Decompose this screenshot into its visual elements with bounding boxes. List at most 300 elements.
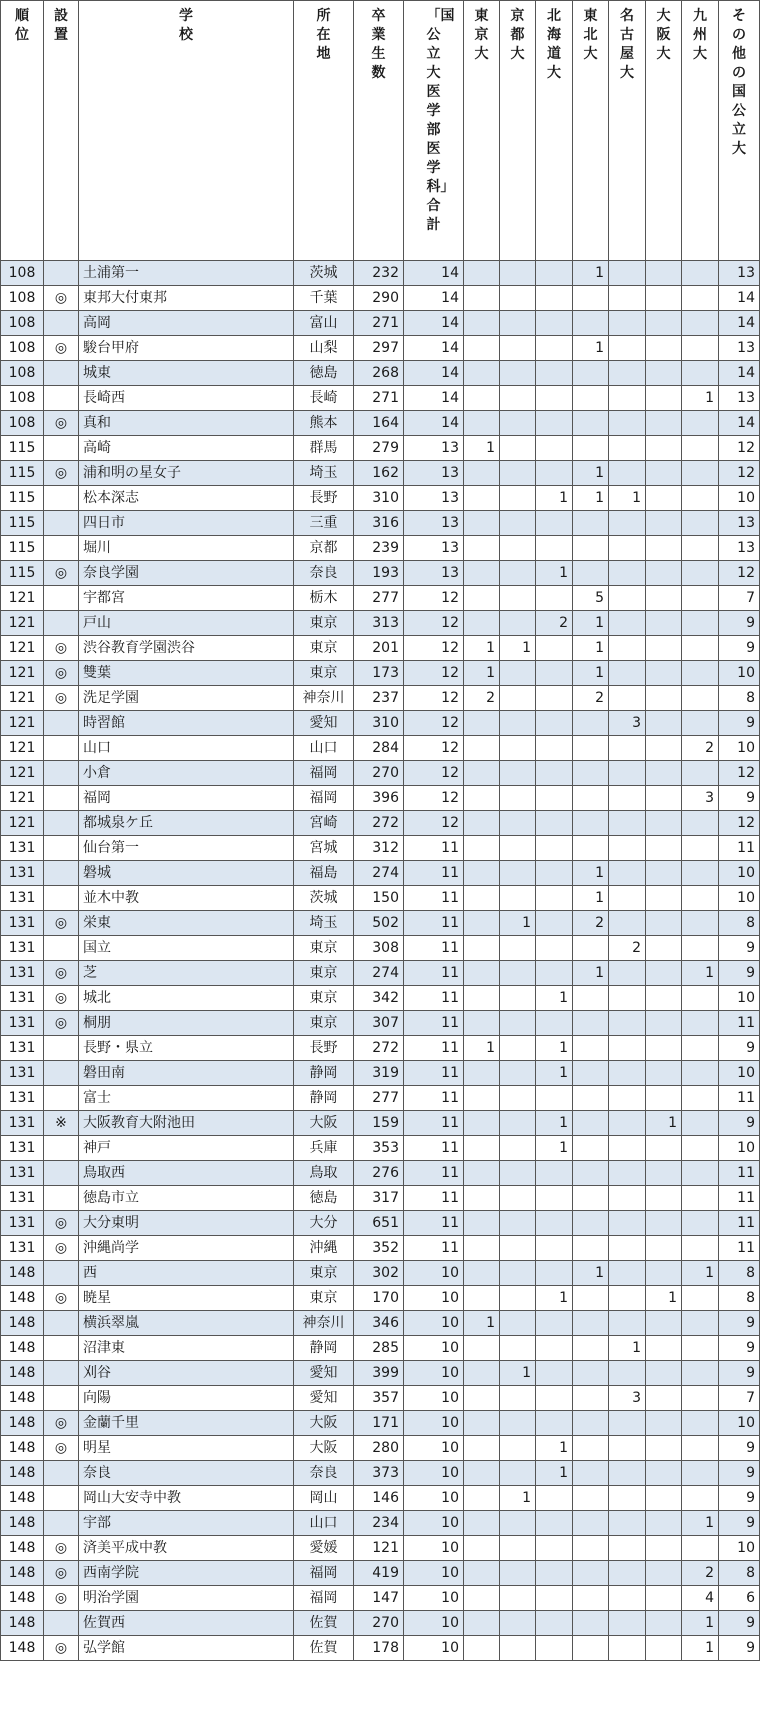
kyushu-cell	[682, 761, 719, 786]
tokyo-cell	[464, 961, 500, 986]
rank-cell: 115	[1, 511, 44, 536]
school-cell: 佐賀西	[79, 1611, 294, 1636]
medical-total-cell: 11	[404, 1111, 464, 1136]
rank-cell: 148	[1, 1361, 44, 1386]
medical-total-cell: 12	[404, 586, 464, 611]
tokyo-cell	[464, 1011, 500, 1036]
kyoto-cell	[500, 961, 536, 986]
osaka-cell	[646, 936, 682, 961]
graduates-cell: 317	[354, 1186, 404, 1211]
location-cell: 岡山	[294, 1486, 354, 1511]
nagoya-cell	[609, 561, 646, 586]
osaka-cell	[646, 886, 682, 911]
table-row	[1, 661, 760, 686]
other-cell: 12	[719, 436, 760, 461]
kyushu-cell	[682, 986, 719, 1011]
osaka-cell	[646, 1586, 682, 1611]
location-cell: 徳島	[294, 361, 354, 386]
rank-cell: 131	[1, 911, 44, 936]
hokkaido-cell	[536, 961, 573, 986]
osaka-cell	[646, 486, 682, 511]
tohoku-cell	[573, 1386, 609, 1411]
location-cell: 東京	[294, 961, 354, 986]
kyushu-cell: 1	[682, 1636, 719, 1661]
other-cell: 9	[719, 961, 760, 986]
medical-total-cell: 10	[404, 1311, 464, 1336]
other-cell: 13	[719, 536, 760, 561]
rank-cell: 131	[1, 1036, 44, 1061]
hokkaido-cell	[536, 1511, 573, 1536]
tohoku-cell	[573, 1211, 609, 1236]
kyushu-cell	[682, 1386, 719, 1411]
type-cell: ◎	[44, 1636, 79, 1661]
table-row	[1, 1311, 760, 1336]
location-cell: 熊本	[294, 411, 354, 436]
type-cell	[44, 1361, 79, 1386]
kyoto-cell	[500, 461, 536, 486]
tokyo-cell	[464, 311, 500, 336]
other-cell: 10	[719, 1061, 760, 1086]
hokkaido-cell	[536, 661, 573, 686]
type-cell	[44, 1061, 79, 1086]
school-cell: 奈良学園	[79, 561, 294, 586]
rank-cell: 108	[1, 311, 44, 336]
kyoto-cell	[500, 986, 536, 1011]
other-cell: 10	[719, 486, 760, 511]
kyoto-cell	[500, 261, 536, 286]
rank-cell: 121	[1, 586, 44, 611]
type-cell: ◎	[44, 661, 79, 686]
table-row	[1, 336, 760, 361]
hokkaido-cell: 1	[536, 1436, 573, 1461]
kyoto-cell	[500, 1136, 536, 1161]
graduates-cell: 346	[354, 1311, 404, 1336]
table-row	[1, 786, 760, 811]
kyushu-cell	[682, 261, 719, 286]
kyoto-cell: 1	[500, 1486, 536, 1511]
rank-cell: 148	[1, 1436, 44, 1461]
tohoku-cell	[573, 386, 609, 411]
tokyo-cell	[464, 1561, 500, 1586]
graduates-cell: 302	[354, 1261, 404, 1286]
kyushu-cell	[682, 511, 719, 536]
table-row	[1, 536, 760, 561]
kyoto-cell	[500, 1061, 536, 1086]
nagoya-cell	[609, 761, 646, 786]
tokyo-cell: 1	[464, 1311, 500, 1336]
other-cell: 13	[719, 511, 760, 536]
tokyo-cell	[464, 461, 500, 486]
school-cell: 松本深志	[79, 486, 294, 511]
rank-cell: 121	[1, 636, 44, 661]
medical-total-cell: 10	[404, 1561, 464, 1586]
kyoto-cell	[500, 1211, 536, 1236]
header-medical-total: 「国公立大医学部医学科」合計	[404, 1, 464, 261]
osaka-cell	[646, 836, 682, 861]
tokyo-cell	[464, 586, 500, 611]
rank-cell: 131	[1, 936, 44, 961]
hokkaido-cell	[536, 261, 573, 286]
location-cell: 福岡	[294, 1561, 354, 1586]
type-cell	[44, 1486, 79, 1511]
rank-cell: 131	[1, 886, 44, 911]
tohoku-cell	[573, 986, 609, 1011]
medical-total-cell: 14	[404, 411, 464, 436]
location-cell: 奈良	[294, 1461, 354, 1486]
tohoku-cell	[573, 1186, 609, 1211]
osaka-cell	[646, 311, 682, 336]
school-cell: 山口	[79, 736, 294, 761]
location-cell: 兵庫	[294, 1136, 354, 1161]
nagoya-cell	[609, 1361, 646, 1386]
location-cell: 山口	[294, 1511, 354, 1536]
osaka-cell	[646, 786, 682, 811]
osaka-cell	[646, 561, 682, 586]
osaka-cell	[646, 1386, 682, 1411]
graduates-cell: 271	[354, 311, 404, 336]
graduates-cell: 310	[354, 486, 404, 511]
other-cell: 9	[719, 611, 760, 636]
kyushu-cell: 1	[682, 1261, 719, 1286]
school-cell: 金蘭千里	[79, 1411, 294, 1436]
kyushu-cell	[682, 436, 719, 461]
osaka-cell	[646, 1186, 682, 1211]
hokkaido-cell: 1	[536, 1061, 573, 1086]
hokkaido-cell	[536, 286, 573, 311]
rank-cell: 148	[1, 1261, 44, 1286]
graduates-cell: 201	[354, 636, 404, 661]
type-cell: ◎	[44, 686, 79, 711]
hokkaido-cell	[536, 411, 573, 436]
medical-total-cell: 11	[404, 1061, 464, 1086]
graduates-cell: 342	[354, 986, 404, 1011]
nagoya-cell	[609, 786, 646, 811]
other-cell: 9	[719, 936, 760, 961]
table-row	[1, 1336, 760, 1361]
school-cell: 東邦大付東邦	[79, 286, 294, 311]
graduates-cell: 313	[354, 611, 404, 636]
tohoku-cell	[573, 1636, 609, 1661]
osaka-cell	[646, 511, 682, 536]
medical-total-cell: 10	[404, 1611, 464, 1636]
osaka-cell	[646, 1436, 682, 1461]
kyoto-cell	[500, 1236, 536, 1261]
rank-cell: 115	[1, 436, 44, 461]
school-cell: 向陽	[79, 1386, 294, 1411]
table-row	[1, 986, 760, 1011]
table-row	[1, 1211, 760, 1236]
medical-total-cell: 11	[404, 936, 464, 961]
kyoto-cell	[500, 836, 536, 861]
type-cell	[44, 1336, 79, 1361]
location-cell: 埼玉	[294, 911, 354, 936]
school-cell: 栄東	[79, 911, 294, 936]
medical-total-cell: 11	[404, 911, 464, 936]
rank-cell: 121	[1, 686, 44, 711]
medical-total-cell: 14	[404, 311, 464, 336]
osaka-cell	[646, 1611, 682, 1636]
school-cell: 暁星	[79, 1286, 294, 1311]
table-row	[1, 1511, 760, 1536]
table-row	[1, 1611, 760, 1636]
type-cell	[44, 936, 79, 961]
rank-cell: 131	[1, 1086, 44, 1111]
type-cell	[44, 736, 79, 761]
nagoya-cell	[609, 1061, 646, 1086]
medical-total-cell: 13	[404, 561, 464, 586]
kyushu-cell	[682, 1461, 719, 1486]
other-cell: 14	[719, 361, 760, 386]
osaka-cell	[646, 536, 682, 561]
rank-cell: 131	[1, 1061, 44, 1086]
table-row	[1, 1586, 760, 1611]
type-cell: ◎	[44, 1211, 79, 1236]
hokkaido-cell: 1	[536, 1461, 573, 1486]
nagoya-cell	[609, 611, 646, 636]
header-hokkaido: 北海道大	[536, 1, 573, 261]
tohoku-cell	[573, 536, 609, 561]
type-cell: ◎	[44, 1536, 79, 1561]
location-cell: 長野	[294, 1036, 354, 1061]
medical-total-cell: 13	[404, 436, 464, 461]
rank-cell: 131	[1, 986, 44, 1011]
graduates-cell: 396	[354, 786, 404, 811]
hokkaido-cell	[536, 511, 573, 536]
nagoya-cell	[609, 1086, 646, 1111]
nagoya-cell	[609, 1236, 646, 1261]
hokkaido-cell	[536, 386, 573, 411]
osaka-cell	[646, 1511, 682, 1536]
rank-cell: 108	[1, 286, 44, 311]
type-cell	[44, 836, 79, 861]
rank-cell: 148	[1, 1286, 44, 1311]
other-cell: 8	[719, 1561, 760, 1586]
hokkaido-cell: 1	[536, 561, 573, 586]
school-cell: 奈良	[79, 1461, 294, 1486]
kyushu-cell	[682, 711, 719, 736]
school-cell: 並木中教	[79, 886, 294, 911]
table-row	[1, 386, 760, 411]
hokkaido-cell	[536, 1311, 573, 1336]
other-cell: 9	[719, 1036, 760, 1061]
school-cell: 明星	[79, 1436, 294, 1461]
medical-total-cell: 10	[404, 1511, 464, 1536]
tohoku-cell	[573, 811, 609, 836]
tokyo-cell: 1	[464, 1036, 500, 1061]
tohoku-cell	[573, 1036, 609, 1061]
location-cell: 沖縄	[294, 1236, 354, 1261]
tohoku-cell	[573, 311, 609, 336]
graduates-cell: 164	[354, 411, 404, 436]
osaka-cell	[646, 1161, 682, 1186]
tokyo-cell	[464, 611, 500, 636]
osaka-cell	[646, 1536, 682, 1561]
medical-total-cell: 10	[404, 1586, 464, 1611]
type-cell: ◎	[44, 1236, 79, 1261]
kyushu-cell: 1	[682, 386, 719, 411]
school-cell: 四日市	[79, 511, 294, 536]
school-cell: 仙台第一	[79, 836, 294, 861]
location-cell: 愛知	[294, 711, 354, 736]
graduates-cell: 193	[354, 561, 404, 586]
nagoya-cell	[609, 386, 646, 411]
kyushu-cell	[682, 886, 719, 911]
other-cell: 10	[719, 861, 760, 886]
hokkaido-cell: 1	[536, 986, 573, 1011]
tohoku-cell: 1	[573, 861, 609, 886]
table-row	[1, 1461, 760, 1486]
table-row	[1, 636, 760, 661]
table-row	[1, 1136, 760, 1161]
kyoto-cell	[500, 1536, 536, 1561]
nagoya-cell	[609, 1636, 646, 1661]
school-cell: 宇部	[79, 1511, 294, 1536]
tohoku-cell	[573, 711, 609, 736]
tohoku-cell	[573, 411, 609, 436]
other-cell: 11	[719, 1011, 760, 1036]
table-row	[1, 461, 760, 486]
rank-cell: 115	[1, 461, 44, 486]
nagoya-cell	[609, 1161, 646, 1186]
tohoku-cell	[573, 361, 609, 386]
tohoku-cell	[573, 1586, 609, 1611]
location-cell: 奈良	[294, 561, 354, 586]
nagoya-cell	[609, 886, 646, 911]
table-row	[1, 561, 760, 586]
tokyo-cell	[464, 1336, 500, 1361]
location-cell: 福岡	[294, 1586, 354, 1611]
rank-cell: 131	[1, 961, 44, 986]
osaka-cell	[646, 861, 682, 886]
location-cell: 神奈川	[294, 686, 354, 711]
graduates-cell: 270	[354, 1611, 404, 1636]
table-row	[1, 261, 760, 286]
type-cell	[44, 1036, 79, 1061]
location-cell: 長野	[294, 486, 354, 511]
nagoya-cell	[609, 1486, 646, 1511]
kyoto-cell	[500, 711, 536, 736]
location-cell: 栃木	[294, 586, 354, 611]
graduates-cell: 274	[354, 861, 404, 886]
type-cell	[44, 761, 79, 786]
hokkaido-cell: 1	[536, 1286, 573, 1311]
tohoku-cell	[573, 1536, 609, 1561]
tokyo-cell	[464, 511, 500, 536]
header-tokyo: 東京大	[464, 1, 500, 261]
rank-cell: 131	[1, 1011, 44, 1036]
table-row	[1, 511, 760, 536]
school-cell: 富士	[79, 1086, 294, 1111]
location-cell: 大阪	[294, 1411, 354, 1436]
kyushu-cell	[682, 1086, 719, 1111]
kyushu-cell	[682, 1286, 719, 1311]
tokyo-cell	[464, 1136, 500, 1161]
rank-cell: 115	[1, 561, 44, 586]
type-cell: ◎	[44, 1586, 79, 1611]
hokkaido-cell	[536, 1186, 573, 1211]
graduates-cell: 284	[354, 736, 404, 761]
medical-total-cell: 10	[404, 1636, 464, 1661]
school-cell: 城東	[79, 361, 294, 386]
tohoku-cell	[573, 786, 609, 811]
medical-total-cell: 12	[404, 611, 464, 636]
kyushu-cell	[682, 561, 719, 586]
hokkaido-cell	[536, 736, 573, 761]
rank-cell: 108	[1, 261, 44, 286]
tohoku-cell	[573, 1411, 609, 1436]
hokkaido-cell	[536, 1411, 573, 1436]
nagoya-cell	[609, 861, 646, 886]
location-cell: 東京	[294, 661, 354, 686]
tokyo-cell	[464, 1411, 500, 1436]
osaka-cell	[646, 1086, 682, 1111]
type-cell	[44, 1086, 79, 1111]
kyoto-cell	[500, 1561, 536, 1586]
osaka-cell	[646, 361, 682, 386]
rank-cell: 148	[1, 1486, 44, 1511]
tokyo-cell: 2	[464, 686, 500, 711]
medical-total-cell: 12	[404, 811, 464, 836]
header-school: 学校	[79, 1, 294, 261]
medical-total-cell: 14	[404, 336, 464, 361]
table-row	[1, 1111, 760, 1136]
hokkaido-cell	[536, 1161, 573, 1186]
rank-cell: 121	[1, 661, 44, 686]
hokkaido-cell	[536, 711, 573, 736]
rank-cell: 131	[1, 1136, 44, 1161]
tokyo-cell	[464, 261, 500, 286]
nagoya-cell	[609, 1561, 646, 1586]
school-cell: 堀川	[79, 536, 294, 561]
tohoku-cell	[573, 836, 609, 861]
graduates-cell: 173	[354, 661, 404, 686]
kyoto-cell	[500, 436, 536, 461]
other-cell: 9	[719, 1311, 760, 1336]
kyoto-cell	[500, 1511, 536, 1536]
medical-total-cell: 13	[404, 486, 464, 511]
tohoku-cell	[573, 436, 609, 461]
header-row	[1, 1, 760, 261]
graduates-cell: 280	[354, 1436, 404, 1461]
table-row	[1, 886, 760, 911]
tokyo-cell	[464, 1436, 500, 1461]
type-cell: ◎	[44, 1011, 79, 1036]
kyoto-cell	[500, 1336, 536, 1361]
kyoto-cell	[500, 586, 536, 611]
kyoto-cell	[500, 811, 536, 836]
other-cell: 11	[719, 1236, 760, 1261]
kyushu-cell	[682, 686, 719, 711]
graduates-cell: 178	[354, 1636, 404, 1661]
type-cell	[44, 311, 79, 336]
hokkaido-cell	[536, 586, 573, 611]
school-cell: 桐朋	[79, 1011, 294, 1036]
nagoya-cell	[609, 1536, 646, 1561]
hokkaido-cell	[536, 836, 573, 861]
other-cell: 9	[719, 1111, 760, 1136]
tokyo-cell	[464, 1511, 500, 1536]
type-cell	[44, 611, 79, 636]
tokyo-cell	[464, 886, 500, 911]
hokkaido-cell	[536, 886, 573, 911]
location-cell: 東京	[294, 636, 354, 661]
kyoto-cell	[500, 486, 536, 511]
tohoku-cell	[573, 1086, 609, 1111]
other-cell: 8	[719, 1286, 760, 1311]
nagoya-cell: 3	[609, 1386, 646, 1411]
location-cell: 徳島	[294, 1186, 354, 1211]
type-cell	[44, 1311, 79, 1336]
